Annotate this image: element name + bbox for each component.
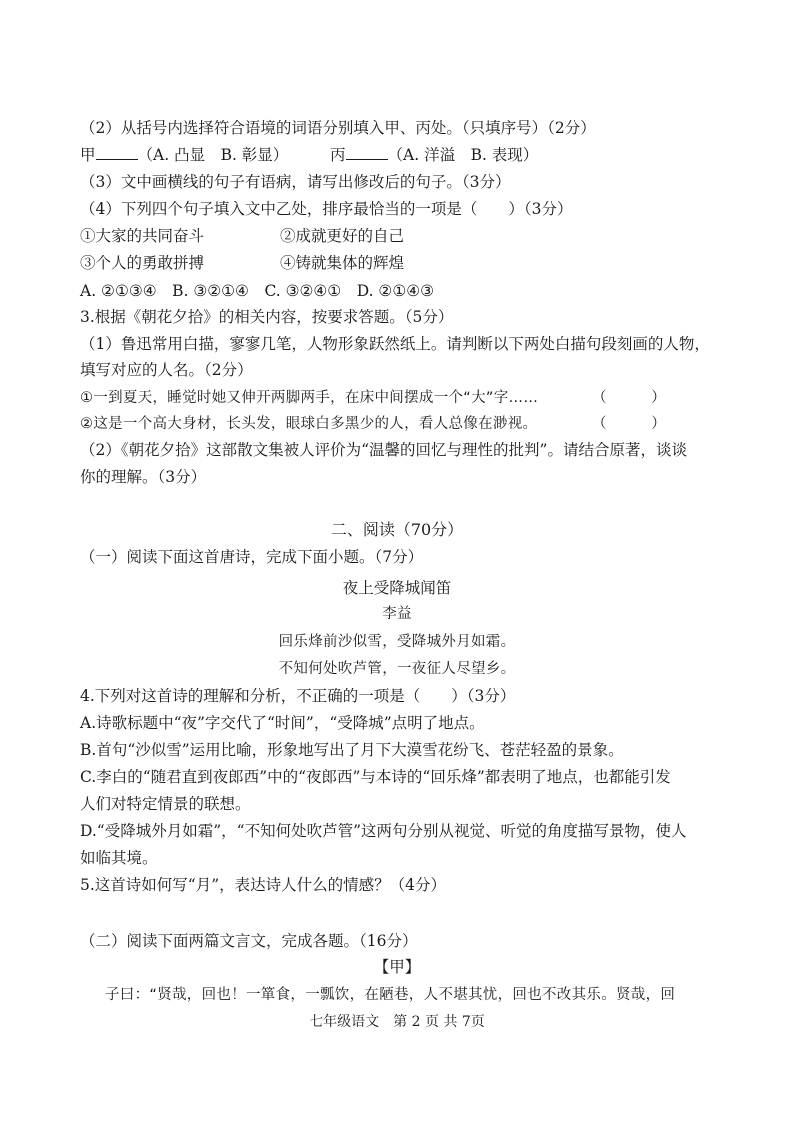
- part-2-instructions: （二）阅读下面两篇文言文，完成各题。（16分）: [80, 932, 418, 950]
- question-2-2: （2）从括号内选择符合语境的词语分别填入甲、丙处。（只填序号）（2分）: [80, 119, 596, 137]
- question-4-option-a: A.诗歌标题中“夜”字交代了“时间”，“受降城”点明了地点。: [80, 714, 485, 732]
- option-1: ①大家的共同奋斗: [80, 227, 205, 245]
- question-5: 5.这首诗如何写“月”，表达诗人什么的情感？（4分）: [80, 876, 446, 894]
- question-4-option-d-line-1: D.“受降城外月如霜”，“不知何处吹芦管”这两句分别从视觉、听觉的角度描写景物，使人: [80, 822, 687, 840]
- question-3-1-line-2: 填写对应的人名。（2分）: [80, 361, 253, 379]
- question-3-2-line-2: 你的理解。（3分）: [80, 468, 207, 486]
- quote-2-answer-bracket[interactable]: （ ）: [592, 416, 666, 432]
- quote-2: [80, 414, 720, 434]
- bing-label: 丙: [330, 146, 346, 164]
- question-4-option-c-line-2: 人们对特定情景的联想。: [80, 795, 251, 813]
- poem-line-1: 回乐烽前沙似雪，受降城外月如霜。: [278, 634, 516, 650]
- question-4-option-c-line-1: C.李白的“随君直到夜郎西”中的“夜郎西”与本诗的“回乐烽”都表明了地点，也都能引发: [80, 768, 671, 786]
- question-4-option-d-line-2: 如临其境。: [80, 849, 158, 867]
- quote-1: [80, 388, 720, 408]
- text-jia-line-1: 子曰：“贤哉，回也！一箪食，一瓢饮，在陋巷，人不堪其忧，回也不改其乐。贤哉，回: [105, 987, 676, 1003]
- question-3: 3.根据《朝花夕拾》的相关内容，按要求答题。（5分）: [80, 308, 454, 326]
- quote-1-answer-bracket[interactable]: （ ）: [592, 390, 666, 406]
- question-3-2-line-1: （2）《朝花夕拾》这部散文集被人评价为“温馨的回忆与理性的批判”。请结合原著，谈谈: [80, 441, 687, 459]
- option-3: ③个人的勇敢拼搏: [80, 254, 205, 272]
- option-2: ②成就更好的自己: [280, 227, 405, 245]
- quote-1-text: ①一到夏天，睡觉时她又伸开两脚两手，在床中间摆成一个“大”字……: [80, 390, 539, 406]
- part-1-instructions: （一）阅读下面这首唐诗，完成下面小题。（7分）: [80, 548, 424, 566]
- jia-blank[interactable]: [96, 145, 138, 160]
- jia-options: （A. 凸显 B. 彰显）: [137, 146, 289, 164]
- question-2-4: （4）下列四个句子填入文中乙处，排序最恰当的一项是（ ）（3分）: [80, 200, 573, 218]
- options-row-1: [80, 226, 720, 246]
- poem-line-2: 不知何处吹芦管，一夜征人尽望乡。: [278, 661, 516, 677]
- poem-title: 夜上受降城闻笛: [342, 579, 452, 597]
- question-4: 4.下列对这首诗的理解和分析，不正确的一项是（ ）（3分）: [80, 687, 516, 705]
- bing-blank[interactable]: [346, 145, 388, 160]
- question-2-2-blanks: [80, 145, 720, 165]
- section-reading-heading: 二、阅读（70分）: [330, 520, 464, 539]
- question-4-option-b: B.首句“沙似雪”运用比喻，形象地写出了月下大漠雪花纷飞、苍茫轻盈的景象。: [80, 741, 624, 759]
- poem-author: 李益: [382, 606, 412, 622]
- option-4: ④铸就集体的辉煌: [280, 254, 405, 272]
- page-footer: 七年级语文 第 2 页 共 7页: [309, 1014, 485, 1030]
- question-3-1-line-1: （1）鲁迅常用白描，寥寥几笔，人物形象跃然纸上。请判断以下两处白描句段刻画的人物，: [80, 335, 710, 353]
- bing-group: [330, 145, 538, 165]
- jia-label: 甲: [80, 146, 96, 164]
- text-jia-label: 【甲】: [373, 958, 421, 976]
- bing-options: （A. 洋溢 B. 表现）: [387, 146, 539, 164]
- question-2-3: （3）文中画横线的句子有语病，请写出修改后的句子。（3分）: [80, 173, 511, 191]
- answer-choices: A. ②①③④ B. ③②①④ C. ③②④① D. ②①④③: [80, 282, 435, 300]
- quote-2-text: ②这是一个高大身材，长头发，眼球白多黑少的人，看人总像在渺视。: [80, 416, 538, 432]
- options-row-2: [80, 253, 720, 273]
